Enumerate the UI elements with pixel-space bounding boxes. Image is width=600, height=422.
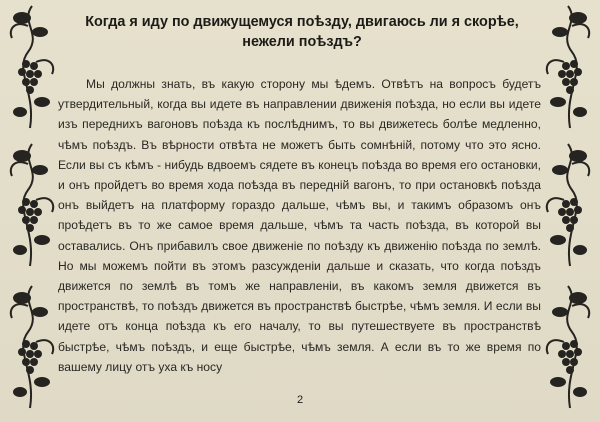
grape-vine-ornament-icon — [2, 282, 62, 412]
grape-vine-ornament-icon — [538, 282, 598, 412]
grape-vine-ornament-icon — [538, 2, 598, 132]
grape-vine-ornament-icon — [538, 140, 598, 270]
grape-vine-ornament-icon — [2, 140, 62, 270]
grape-vine-ornament-icon — [2, 2, 62, 132]
page-number: 2 — [296, 394, 304, 406]
body-paragraph: Мы должны знать, въ какую сторону мы ѣдемъ. Отвѣтъ на вопросъ будетъ утвердительный, когда вы идете въ направлении движенія поѣзда, но если вы идете изъ переднихъ вагоновъ поѣзда къ послѣднимъ, то вы движетесь болѣе медленно, чѣмъ поѣздъ. Въ вѣрности отвѣта не можетъ быть сомнѣній, потому что это ясно. Если вы съ кѣмъ - нибудь вдвоемъ сядете въ конецъ поѣзда во время его остановки, и онъ пройдетъ во время хода поѣзда въ передній вагонъ, то при остановкѣ поѣзда онъ выйдетъ на платформу гораздо дальше, чѣмъ вы, и такимъ образомъ онъ проѣдетъ въ то же самое время дальше, чѣмъ та часть поѣзда, въ которой вы оставались. Онъ прибавилъ свое движеніе по поѣзду къ движенію поѣзда по землѣ. Но мы можемъ пойти въ этомъ разсужденіи дальше и сказать, что когда поѣздъ движется по землѣ въ томъ же направленіи, въ какомъ земля движется въ пространствѣ, то поѣздъ движется въ пространствѣ быстрѣе, чѣмъ земля. И если вы идете отъ конца поѣзда къ его началу, то вы путешествуете въ пространствѣ быстрѣе, чѣмъ поѣздъ, и еще быстрѣе, чѣмъ земля. А если въ то же время по вашему лицу отъ уха къ носу — [58, 77, 541, 374]
page-title: Когда я иду по движущемуся поѣзду, двигаюсь ли я скорѣе, нежели поѣздъ? — [85, 14, 519, 50]
